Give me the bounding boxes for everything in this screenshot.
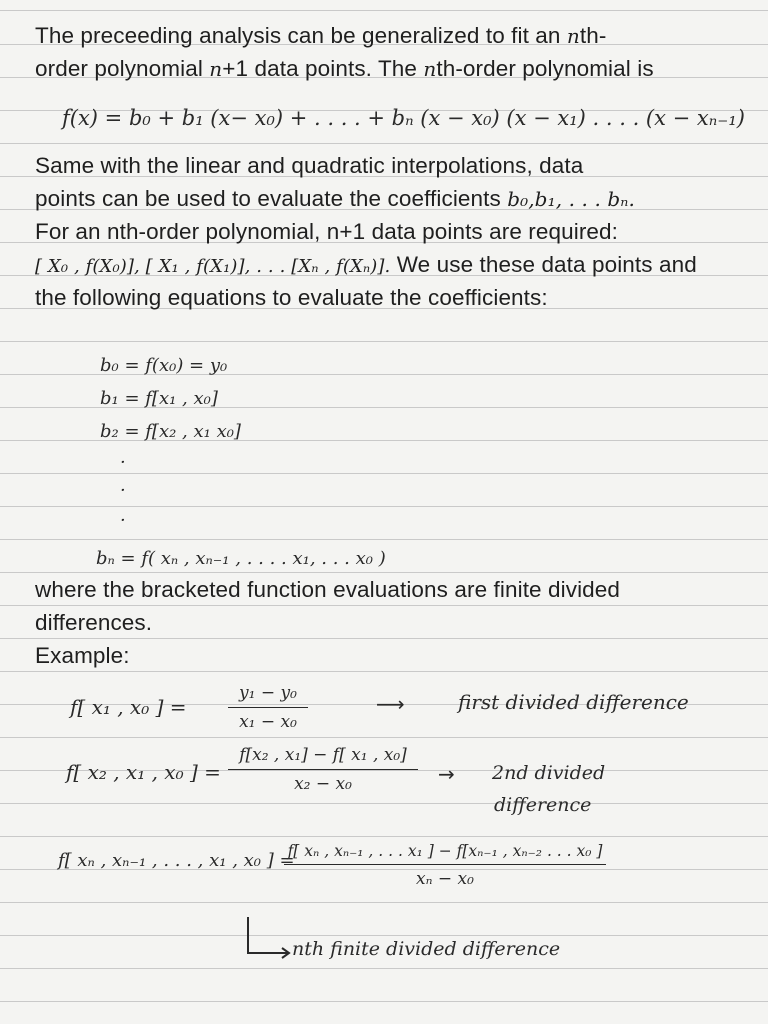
fraction-bar [284,864,606,865]
nth-dd-denominator: xₙ − x₀ [416,869,474,889]
fraction-bar [228,769,418,770]
example-heading: Example: [35,643,130,668]
paragraph-2-line-2: points can be used to evaluate the coefficients b₀,b₁, . . . bₙ. [35,186,635,211]
second-dd-fraction [228,745,418,794]
paragraph-3-line-2: differences. [35,610,153,635]
paragraph-1-line-2: order polynomial n+1 data points. The nth-order polynomial is [35,56,654,81]
coefficient-b0: b₀ = f(x₀) = y₀ [100,355,228,376]
paragraph-1-line-1: The preceeding analysis can be generalized to fit an nth- [35,23,607,48]
hook-arrow-icon [240,915,300,960]
paragraph-2-line-4: [ X₀ , f(X₀)], [ X₁ , f(X₁)], . . . [Xₙ , f(Xₙ)]. We use these data points and [35,252,697,277]
nth-dd-fraction [284,842,606,889]
second-dd-label-line-1: 2nd divided [492,762,606,784]
coefficient-b2: b₂ = f[x₂ , x₁ x₀] [100,421,241,442]
first-dd-lhs: f[ x₁ , x₀ ] = [70,695,187,719]
coefficient-bn: bₙ = f( xₙ , xₙ₋₁ , . . . . x₁, . . . x₀ ) [96,548,386,569]
paragraph-3-line-1: where the bracketed function evaluations are finite divided [35,577,621,602]
arrow-right-icon: ⟶ [376,692,405,716]
nth-dd-label: nth finite divided difference [292,938,561,960]
second-dd-denominator: x₂ − x₀ [294,774,352,794]
first-dd-label: first divided difference [458,690,689,714]
paragraph-2-line-1: Same with the linear and quadratic interpolations, data [35,153,584,178]
first-dd-numerator: y₁ − y₀ [239,683,297,703]
paragraph-2-line-3: For an nth-order polynomial, n+1 data points are required: [35,219,619,244]
ellipsis-dot: · [120,510,126,531]
second-dd-lhs: f[ x₂ , x₁ , x₀ ] = [66,760,221,784]
nth-dd-lhs: f[ xₙ , xₙ₋₁ , . . . , x₁ , x₀ ] = [58,850,295,871]
second-dd-label-line-2: difference [494,794,592,816]
polynomial-equation: f(x) = b₀ + b₁ (x− x₀) + . . . . + bₙ (x − x₀) (x − x₁) . . . . (x − xₙ₋₁) [62,106,745,130]
first-dd-denominator: x₁ − x₀ [239,712,297,732]
second-dd-numerator: f[x₂ , x₁] − f[ x₁ , x₀] [239,745,407,765]
coefficient-b1: b₁ = f[x₁ , x₀] [100,388,218,409]
paragraph-2-line-5: the following equations to evaluate the coefficients: [35,285,548,310]
first-dd-fraction [228,683,308,732]
arrow-right-icon: → [438,762,455,786]
fraction-bar [228,707,308,708]
ellipsis-dot: · [120,452,126,473]
nth-dd-numerator: f[ xₙ , xₙ₋₁ , . . . x₁ ] − f[xₙ₋₁ , xₙ₋₂ . . . x₀ ] [287,842,603,860]
ellipsis-dot: · [120,480,126,501]
